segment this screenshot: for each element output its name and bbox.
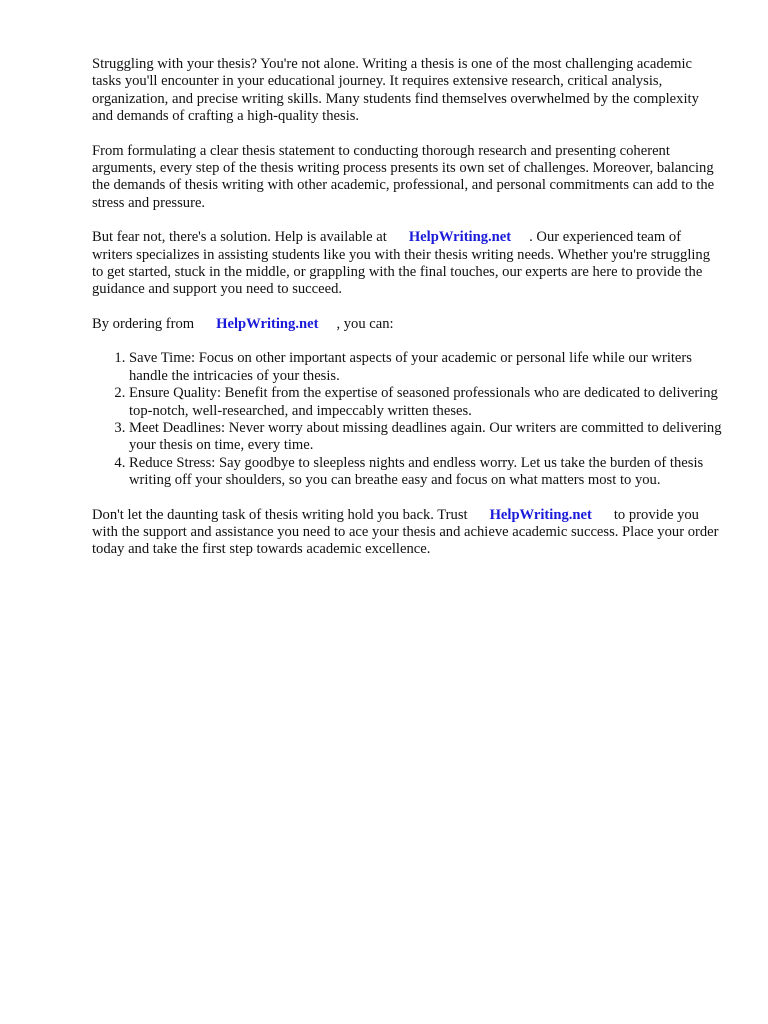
closing-paragraph xyxy=(92,507,722,559)
benefits-list xyxy=(92,350,722,489)
challenges-paragraph: From formulating a clear thesis statement to conducting thorough research and presenting coherent arguments, every step of the thesis writing process presents its own set of challenges. Moreover, balancing the demands of thesis writing with other academic, professional, and personal commitments can add to the stress and pressure. xyxy=(92,142,715,211)
ordering-text-end: , you can: xyxy=(336,315,394,332)
helpwriting-link-1[interactable]: HelpWriting.net xyxy=(408,229,512,246)
benefit-item-reduce-stress: 4. Reduce Stress: Say goodbye to sleepless nights and endless worry. Let us take the burden of thesis writing off your shoulders, so you can breathe easy and focus on what matters most to you. xyxy=(129,455,722,490)
closing-text-start: Don't let the daunting task of thesis writing hold you back. Trust xyxy=(92,506,468,523)
solution-text-start: But fear not, there's a solution. Help is available at xyxy=(92,229,387,246)
intro-paragraph: Struggling with your thesis? You're not alone. Writing a thesis is one of the most challenging academic tasks you'll encounter in your educational journey. It requires extensive research, critical analysis, organization, and precise writing skills. Many students find themselves overwhelmed by the complexity and demands of crafting a high-quality thesis. xyxy=(92,56,699,125)
ordering-text-start: By ordering from xyxy=(92,315,195,332)
closing-text-end: to provide you with the support and assistance you need to ace your thesis and achieve academic success. Place your order today and take the first step towards academic excellence. xyxy=(92,506,719,558)
helpwriting-link-2[interactable]: HelpWriting.net xyxy=(216,315,319,332)
benefit-item-ensure-quality: 2. Ensure Quality: Benefit from the expertise of seasoned professionals who are dedicated to delivering top-notch, well-researched, and impeccably written theses. xyxy=(129,385,722,420)
ordering-intro-paragraph xyxy=(92,316,722,333)
solution-paragraph xyxy=(92,229,722,299)
solution-text-end: . Our experienced team of writers specializes in assisting students like you with their thesis writing needs. Whether you're struggling to get started, stuck in the middle, or grappling with the final touches, our experts are here to provide the guidance and support you need to succeed. xyxy=(92,229,711,298)
benefit-item-save-time: 1. Save Time: Focus on other important aspects of your academic or personal life while our writers handle the intricacies of your thesis. xyxy=(129,350,722,385)
benefit-item-meet-deadlines: 3. Meet Deadlines: Never worry about missing deadlines again. Our writers are committed to delivering your thesis on time, every time. xyxy=(129,420,722,455)
document-page xyxy=(92,56,722,576)
helpwriting-link-3[interactable]: HelpWriting.net xyxy=(489,506,592,523)
